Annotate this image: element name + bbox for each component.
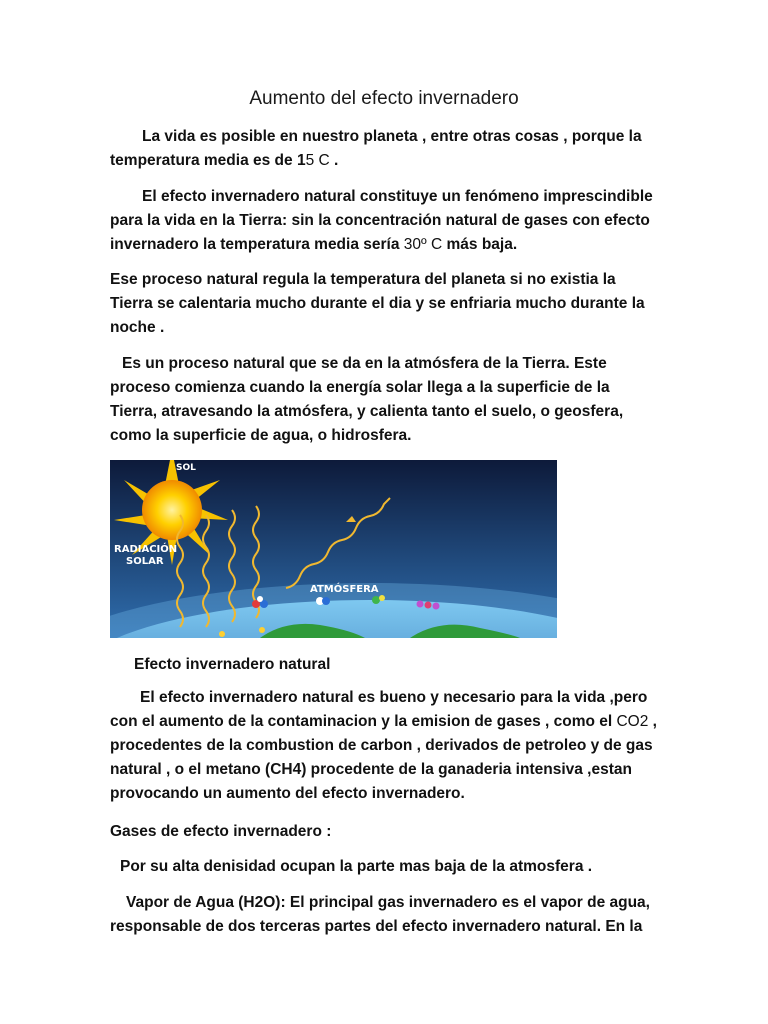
paragraph-text: La vida es posible en nuestro planeta , entre otras cosas , porque la temperatura media es de 1 <box>110 128 642 169</box>
paragraph-pollution <box>110 686 658 806</box>
paragraph-regulation: Ese proceso natural regula la temperatura del planeta si no existia la Tierra se calentaria mucho durante el dia y se enfriaria mucho durante la noche . <box>110 271 645 336</box>
temperature-value: 5 C <box>305 152 330 169</box>
temperature-difference: 30º C <box>403 236 443 253</box>
greenhouse-illustration <box>110 460 557 638</box>
greenhouse-diagram <box>110 460 557 638</box>
paragraph-text: , procedentes de la combustion de carbon , derivados de petroleo y de gas natural , o el metano (CH4) procedente de la ganaderia intensiva ,estan provocando un aumento del efecto invernadero. <box>110 713 657 802</box>
paragraph-density: Por su alta denisidad ocupan la parte mas baja de la atmosfera . <box>120 858 593 875</box>
paragraph-natural-effect <box>110 185 658 257</box>
radiation-label: SOLAR <box>126 556 164 567</box>
sun-label: SOL <box>176 463 196 473</box>
paragraph-text: . <box>329 152 339 169</box>
sun-icon <box>142 480 202 540</box>
paragraph-text: más baja. <box>442 236 518 253</box>
atmosphere-label: ATMÓSFERA <box>310 584 379 595</box>
radiation-label: RADIACIÓN <box>114 544 178 555</box>
paragraph-water-vapor: Vapor de Agua (H2O): El principal gas invernadero es el vapor de agua, responsable de dos terceras partes del efecto invernadero natural. En la <box>110 894 650 935</box>
paragraph-text: El efecto invernadero natural constituye un fenómeno imprescindible para la vida en la Tierra: sin la concentración natural de gases con efecto invernadero la temperatura media sería <box>110 188 653 253</box>
paragraph-temperature <box>110 125 658 173</box>
page-title: Aumento del efecto invernadero <box>249 88 519 109</box>
impact-dot <box>219 631 225 637</box>
impact-dot <box>259 627 265 633</box>
paragraph-process: Es un proceso natural que se da en la atmósfera de la Tierra. Este proceso comienza cuando la energía solar llega a la superficie de la Tierra, atravesando la atmósfera, y calienta tanto el suelo, o geosfera, como la superficie de agua, o hidrosfera. <box>110 355 624 444</box>
paragraph-text: El efecto invernadero natural es bueno y necesario para la vida ,pero con el aumento de la contaminacion y la emision de gases , como el <box>110 689 648 730</box>
co2-label: CO2 <box>616 713 649 730</box>
section-heading-gases: Gases de efecto invernadero : <box>110 823 332 840</box>
figure-caption: Efecto invernadero natural <box>134 656 331 673</box>
